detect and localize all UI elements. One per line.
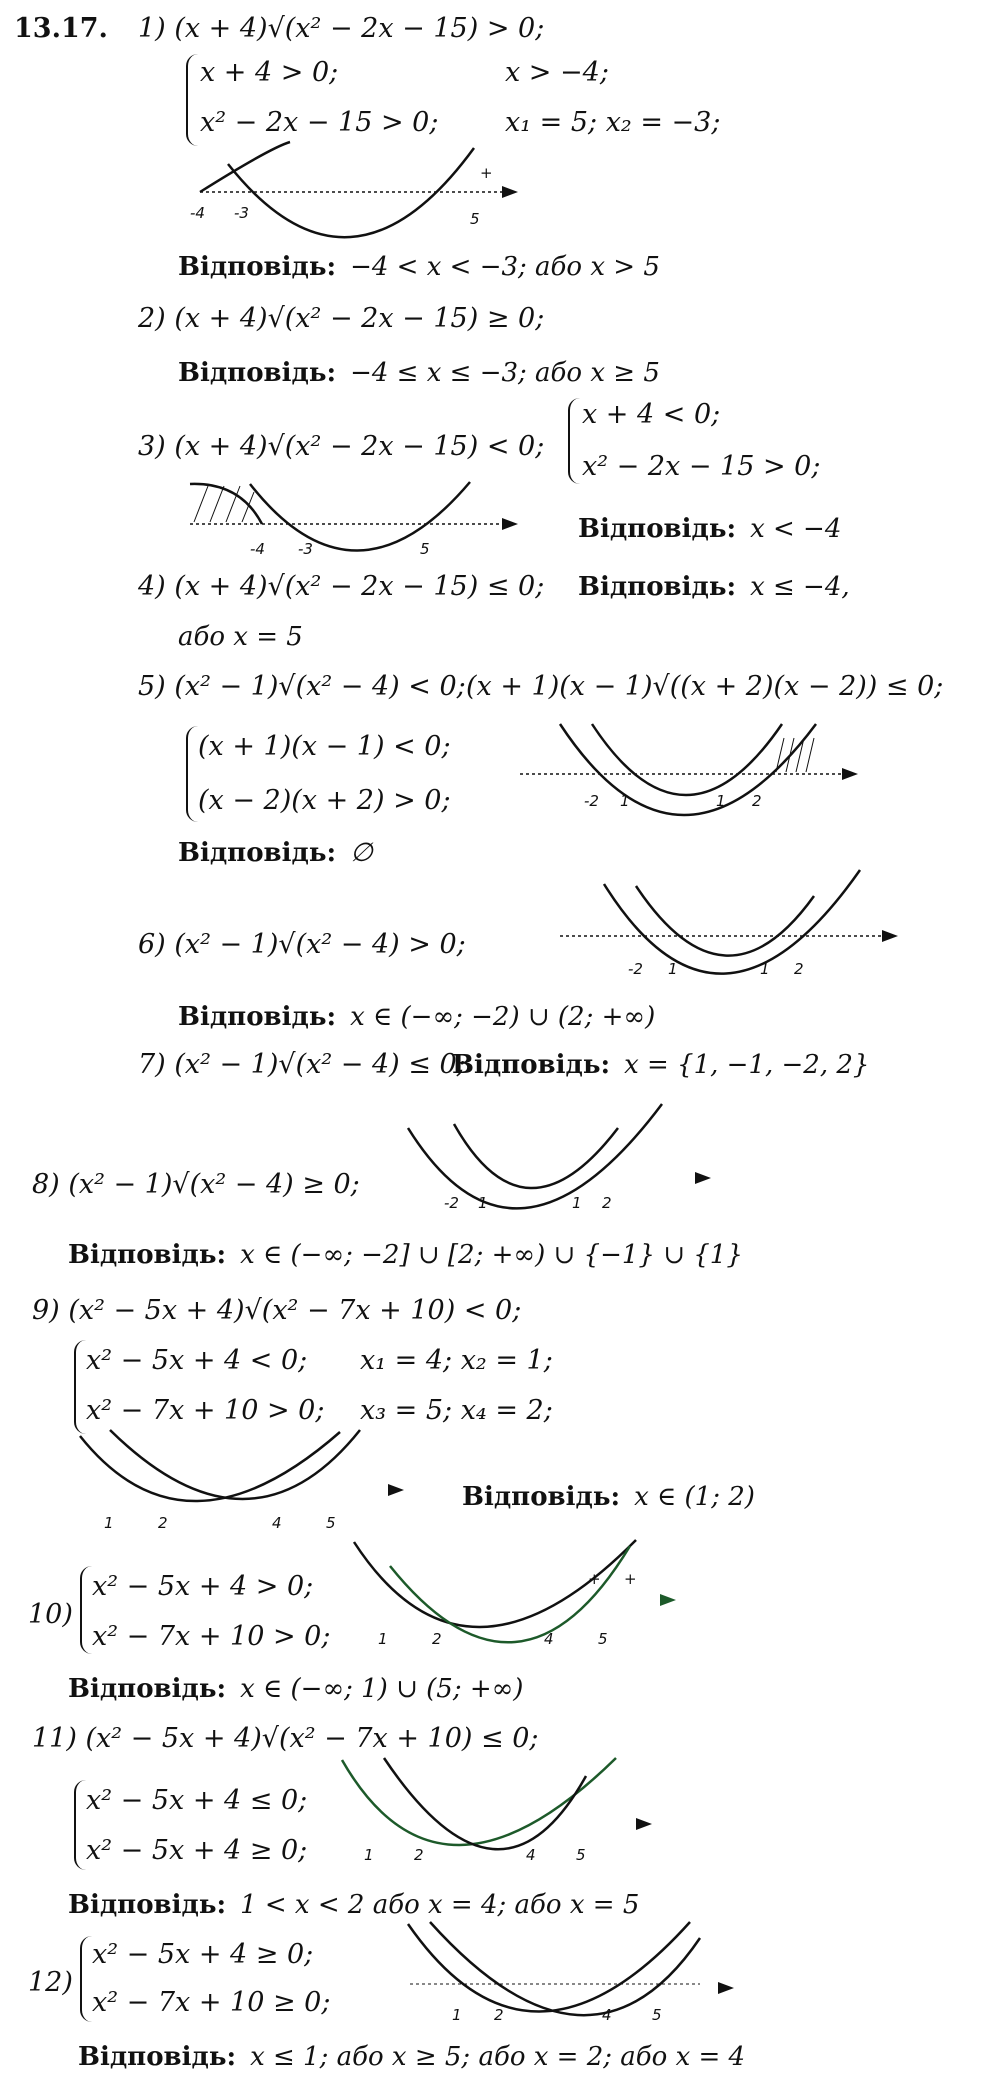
answer-label: Відповідь: [178,358,337,388]
answer-label: Відповідь: [178,1002,337,1032]
sign-diagram [350,1538,690,1678]
tick-label: 4 [544,1630,554,1648]
tick-label: 1 [104,1514,114,1532]
item-6-inequality [138,928,466,962]
tick-label: 5 [326,1514,336,1532]
item-9-inequality [32,1294,521,1328]
system-line: x² − 5x + 4 > 0; [92,1571,314,1602]
item-label: 10) [28,1599,73,1630]
item-label: 5) [138,671,166,702]
inequality: (x + 4)√(x² − 2x − 15) ≥ 0; [174,303,545,334]
inequality: (x² − 1)√(x² − 4) > 0; [174,929,466,960]
system-line: x² − 5x + 4 < 0; [86,1345,308,1376]
tick-label: -3 [298,540,313,558]
item-2-inequality [138,302,544,336]
answer-value: 1 < x < 2 або x = 4; або x = 5 [240,1890,640,1920]
item-label: 8) [32,1169,60,1200]
sign-diagram [520,716,880,846]
inequality: (x + 4)√(x² − 2x − 15) < 0; [174,431,545,462]
item-label: 9) [32,1295,60,1326]
tick-label: 1 [716,792,726,810]
tick-label: 1 [364,1846,374,1864]
system-result: x₁ = 5; x₂ = −3; [505,107,721,138]
answer-label: Відповідь: [578,514,737,544]
tick-label: 5 [576,1846,586,1864]
item-3-inequality [138,430,544,464]
item-label: 1) [138,13,166,44]
answer-label: Відповідь: [462,1482,621,1512]
answer [578,512,841,546]
item-label: 11) [32,1723,77,1754]
item-label: 4) [138,571,166,602]
system-line: (x + 1)(x − 1) < 0; [198,731,451,762]
answer-label: Відповідь: [178,838,337,868]
tick-label: -2 [628,960,643,978]
tick-label: -4 [190,204,205,222]
answer [68,1672,523,1706]
item-label: 2) [138,303,166,334]
sign-diagram [70,1428,410,1538]
answer-label: Відповідь: [78,2042,237,2072]
system-brace [74,1780,86,1870]
tick-label: 1 [760,960,770,978]
inequality: (x² − 5x + 4)√(x² − 7x + 10) < 0; [68,1295,522,1326]
tick-label: 1 [378,1630,388,1648]
inequality: (x² − 5x + 4)√(x² − 7x + 10) ≤ 0; [85,1723,539,1754]
answer [178,250,660,284]
answer [578,570,850,604]
item-label: 12) [28,1967,73,1998]
tick-label: 2 [158,1514,168,1532]
system-brace [80,1936,92,2022]
answer [68,1888,639,1922]
inequality: (x + 4)√(x² − 2x − 15) ≤ 0; [174,571,545,602]
answer-value: x ∈ (1; 2) [634,1482,755,1512]
answer-label: Відповідь: [68,1890,227,1920]
system-brace [186,726,198,822]
answer-value: x < −4 [750,514,842,544]
system-line: x² − 5x + 4 ≤ 0; [86,1785,308,1816]
answer-label: Відповідь: [452,1050,611,1080]
answer-label: Відповідь: [68,1240,227,1270]
inequality-factored: (x + 1)(x − 1)√((x + 2)(x − 2)) ≤ 0; [466,671,944,702]
sign-diagram [560,870,920,1000]
item-8-inequality [32,1168,360,1202]
answer-value: x ≤ 1; або x ≥ 5; або x = 2; або x = 4 [250,2042,746,2072]
answer-value: −4 ≤ x ≤ −3; або x ≥ 5 [350,358,660,388]
tick-label: 2 [432,1630,442,1648]
sign-label: + [588,1570,601,1588]
tick-label: -4 [250,540,265,558]
sign-diagram [180,478,540,570]
tick-label: 1 [452,2006,462,2024]
system-line: x² − 5x + 4 ≥ 0; [92,1939,314,1970]
answer-value: x ∈ (−∞; −2] ∪ [2; +∞) ∪ {−1} ∪ {1} [240,1240,743,1270]
sign-label: + [480,164,493,182]
system-line: x² − 7x + 10 > 0; [92,1621,331,1652]
tick-label: -2 [444,1194,459,1212]
system-brace [80,1566,92,1654]
item-7-inequality [138,1048,466,1082]
sign-label: + [624,1570,637,1588]
tick-label: 2 [752,792,762,810]
item-1-inequality [138,12,544,46]
item-label: 3) [138,431,166,462]
answer-continuation: або x = 5 [178,622,303,652]
sign-diagram [340,1756,680,1886]
system-line: x² − 2x − 15 > 0; [200,107,439,138]
sign-diagram [400,1100,730,1230]
tick-label: 5 [652,2006,662,2024]
tick-label: -3 [234,204,249,222]
answer-value: x = {1, −1, −2, 2} [624,1050,870,1080]
inequality: (x² − 1)√(x² − 4) ≤ 0; [174,1049,466,1080]
system-line: x + 4 > 0; [200,57,339,88]
tick-label: 1 [572,1194,582,1212]
tick-label: 4 [526,1846,536,1864]
answer-label: Відповідь: [68,1674,227,1704]
system-result: x > −4; [505,57,609,88]
answer-value: x ∈ (−∞; 1) ∪ (5; +∞) [240,1674,524,1704]
system-line: x² − 7x + 10 ≥ 0; [92,1987,331,2018]
system-line: (x − 2)(x + 2) > 0; [198,785,451,816]
tick-label: 5 [420,540,430,558]
item-4-inequality [138,570,544,604]
problem-number: 13.17. [14,13,108,44]
answer-value: ∅ [350,838,373,868]
answer-value: x ≤ −4, [750,572,850,602]
system-line: x + 4 < 0; [582,399,721,430]
inequality: (x² − 1)√(x² − 4) ≥ 0; [68,1169,360,1200]
inequality: (x² − 1)√(x² − 4) < 0; [174,671,466,702]
item-label: 6) [138,929,166,960]
answer-value: x ∈ (−∞; −2) ∪ (2; +∞) [350,1002,656,1032]
item-11-inequality [32,1722,539,1756]
sign-diagram [400,1920,740,2046]
tick-label: 1 [668,960,678,978]
tick-label: 2 [602,1194,612,1212]
system-result: x₃ = 5; x₄ = 2; [360,1395,553,1426]
answer [178,1000,655,1034]
system-line: x² − 7x + 10 > 0; [86,1395,325,1426]
item-label: 7) [138,1049,166,1080]
tick-label: 1 [620,792,630,810]
system-brace [74,1340,86,1434]
answer [452,1048,869,1082]
answer [178,356,660,390]
tick-label: 2 [494,2006,504,2024]
answer-label: Відповідь: [178,252,337,282]
tick-label: 5 [598,1630,608,1648]
system-line: x² − 5x + 4 ≥ 0; [86,1835,308,1866]
inequality: (x + 4)√(x² − 2x − 15) > 0; [174,13,545,44]
tick-label: 4 [272,1514,282,1532]
tick-label: 5 [470,210,480,228]
answer-value: −4 < x < −3; або x > 5 [350,252,660,282]
system-result: x₁ = 4; x₂ = 1; [360,1345,553,1376]
system-line: x² − 2x − 15 > 0; [582,451,821,482]
answer [178,836,373,870]
tick-label: 2 [414,1846,424,1864]
sign-diagram [180,128,540,238]
answer [78,2040,745,2074]
tick-label: 2 [794,960,804,978]
answer [68,1238,743,1272]
system-brace [568,398,580,484]
answer-label: Відповідь: [578,572,737,602]
tick-label: 1 [478,1194,488,1212]
answer [462,1480,755,1514]
tick-label: 4 [602,2006,612,2024]
tick-label: -2 [584,792,599,810]
item-5-inequality [138,670,466,704]
